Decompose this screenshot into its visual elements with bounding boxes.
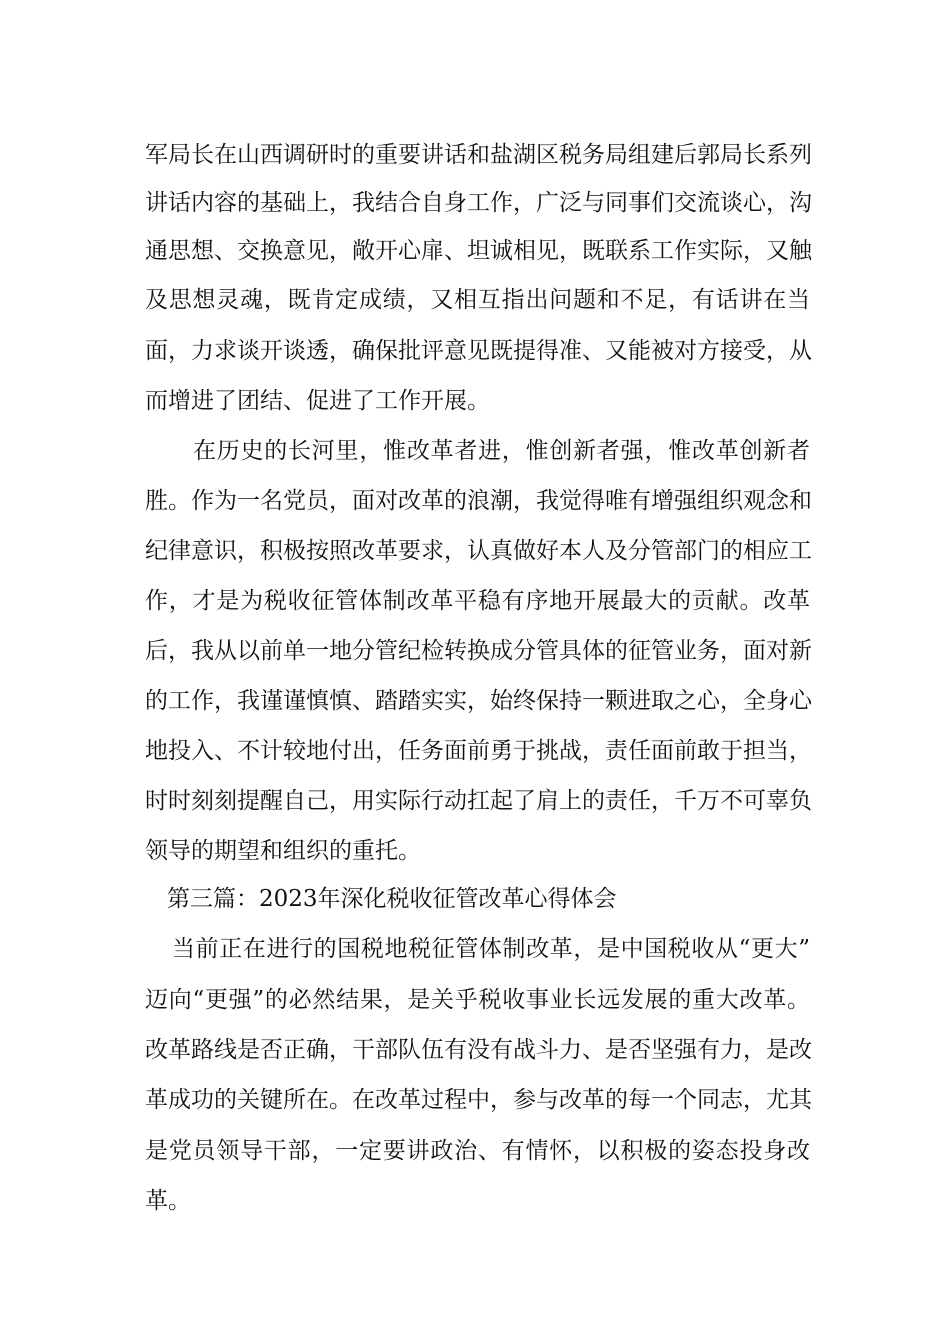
section-heading: 第三篇：2023年深化税收征管改革心得体会: [167, 886, 617, 912]
text-line: 革。: [145, 1188, 191, 1214]
text-line: 军局长在山西调研时的重要讲话和盐湖区税务局组建后郭局长系列: [145, 142, 812, 168]
text-line: 胜。作为一名党员，面对改革的浪潮，我觉得唯有增强组织观念和: [145, 488, 812, 514]
text-line: 而增进了团结、促进了工作开展。: [145, 388, 490, 414]
text-line: 领导的期望和组织的重托。: [145, 838, 421, 864]
text-line: 迈向“更强”的必然结果，是关乎税收事业长远发展的重大改革。: [145, 987, 810, 1013]
text-line: 时时刻刻提醒自己，用实际行动扛起了肩上的责任，千万不可辜负: [145, 788, 812, 814]
text-line: 及思想灵魂，既肯定成绩，又相互指出问题和不足，有话讲在当: [145, 287, 810, 313]
text-line: 是党员领导干部，一定要讲政治、有情怀，以积极的姿态投身改: [145, 1138, 810, 1164]
text-line: 在历史的长河里，惟改革者进，惟创新者强，惟改革创新者: [193, 438, 810, 464]
text-line: 革成功的关键所在。在改革过程中，参与改革的每一个同志，尤其: [145, 1087, 812, 1113]
text-line: 后，我从以前单一地分管纪检转换成分管具体的征管业务，面对新: [145, 638, 812, 664]
text-line: 地投入、不计较地付出，任务面前勇于挑战，责任面前敢于担当，: [145, 738, 812, 764]
text-line: 纪律意识，积极按照改革要求，认真做好本人及分管部门的相应工: [145, 538, 812, 564]
text-line: 通思想、交换意见，敞开心扉、坦诚相见，既联系工作实际，又触: [145, 238, 812, 264]
text-line: 作，才是为税收征管体制改革平稳有序地开展最大的贡献。改革: [145, 588, 810, 614]
text-line: 面，力求谈开谈透，确保批评意见既提得准、又能被对方接受，从: [145, 338, 812, 364]
text-line: 改革路线是否正确，干部队伍有没有战斗力、是否坚强有力，是改: [145, 1037, 812, 1063]
text-line: 讲话内容的基础上，我结合自身工作，广泛与同事们交流谈心，沟: [145, 190, 812, 216]
text-line: 的工作，我谨谨慎慎、踏踏实实，始终保持一颗进取之心，全身心: [145, 688, 812, 714]
text-line: 当前正在进行的国税地税征管体制改革，是中国税收从“更大”: [172, 936, 810, 962]
